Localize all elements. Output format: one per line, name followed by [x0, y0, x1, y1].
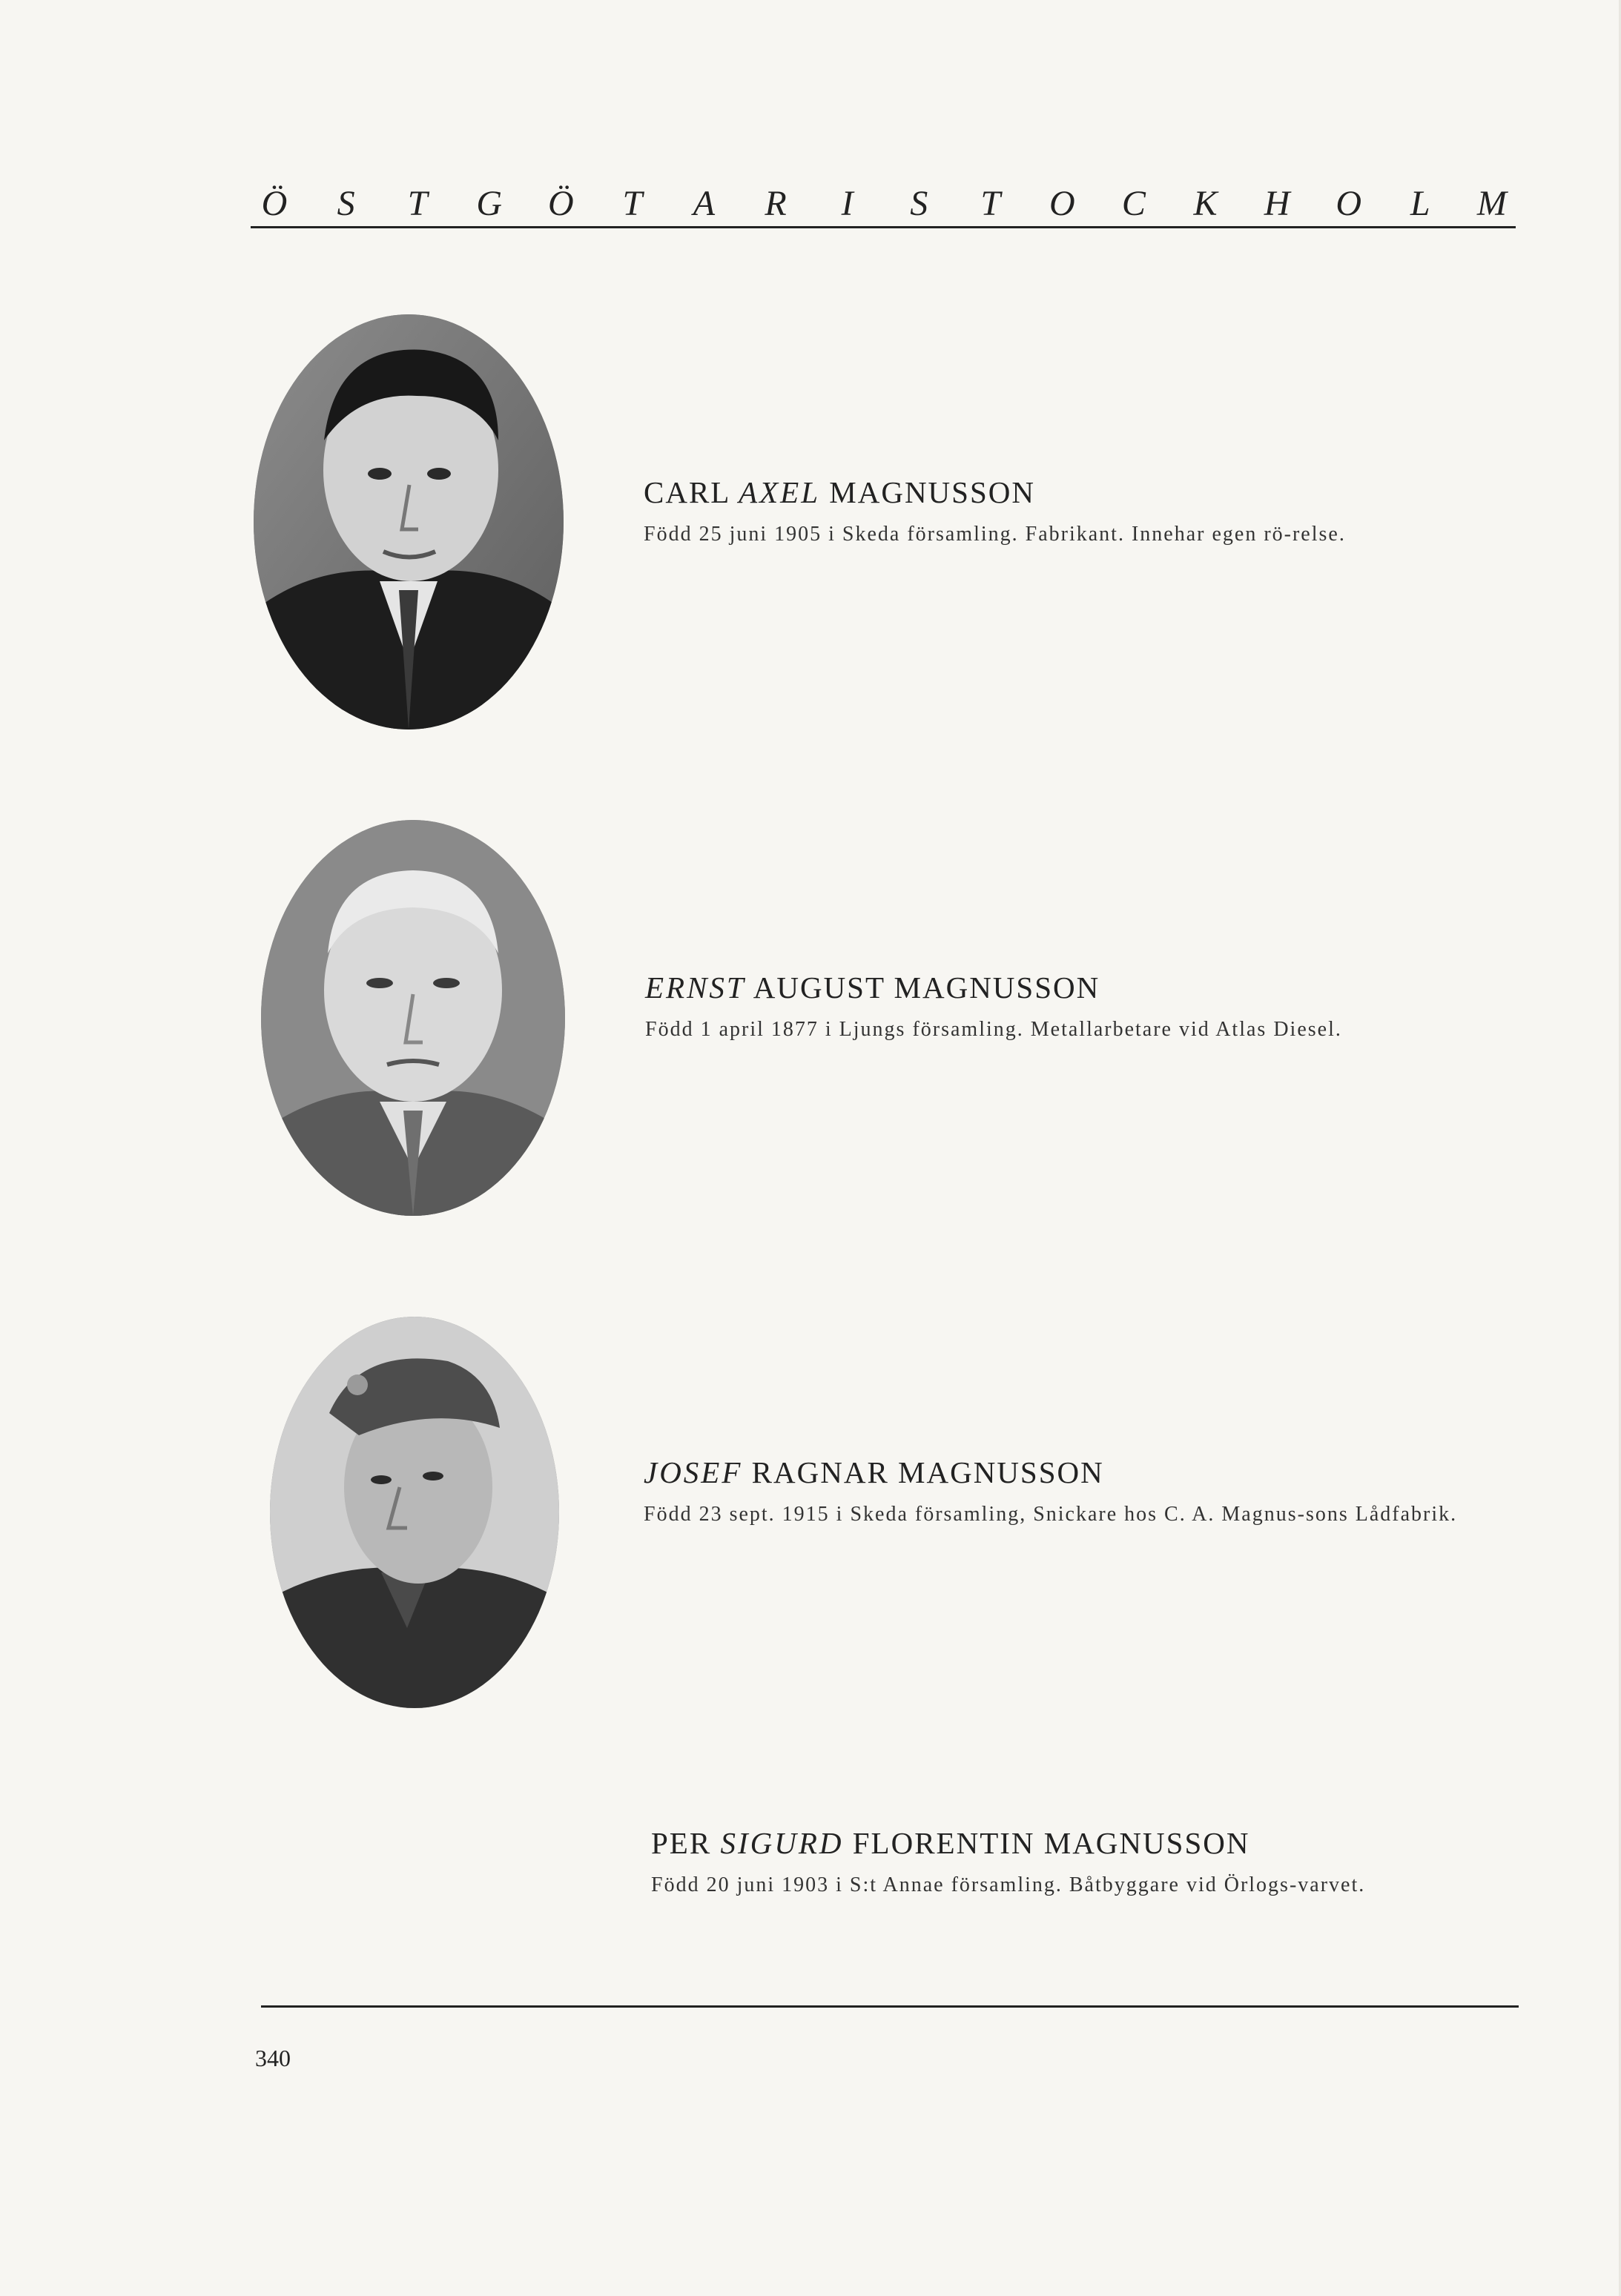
running-header-letter: O: [1049, 184, 1075, 223]
running-header-letter: L: [1410, 184, 1430, 223]
name-italic: JOSEF: [644, 1455, 743, 1489]
name-plain: MAGNUSSON: [820, 475, 1035, 509]
entry-name: [644, 474, 1513, 510]
running-header-letter: S: [337, 184, 355, 223]
entry-name: [645, 970, 1516, 1005]
running-header-letter: S: [910, 184, 928, 223]
biography-entry: [644, 474, 1513, 549]
running-header-letter: T: [622, 184, 643, 223]
entry-biography: Född 23 sept. 1915 i Skeda församling, Snickare hos C. A. Magnus-sons Lådfabrik.: [644, 1503, 1458, 1526]
biography-entry: [645, 970, 1516, 1044]
running-header-letter: C: [1121, 184, 1146, 223]
entry-biography: Född 20 juni 1903 i S:t Annae församling. Båtbyggare vid Örlogs-varvet.: [651, 1873, 1366, 1896]
biography-entry: [651, 1825, 1513, 1899]
portrait-photo-josef-ragnar-magnusson: [270, 1317, 559, 1708]
running-header-letter: Ö: [261, 184, 288, 223]
running-header: [251, 172, 1516, 224]
name-plain: FLORENTIN MAGNUSSON: [843, 1826, 1250, 1860]
running-header-letter: I: [841, 184, 854, 223]
name-plain: RAGNAR MAGNUSSON: [742, 1455, 1104, 1489]
page-number: 340: [255, 2045, 291, 2071]
footer-rule: [261, 2005, 1519, 2008]
name-plain: AUGUST MAGNUSSON: [745, 970, 1100, 1005]
running-header-letter: T: [980, 184, 1001, 223]
running-header-letter: Ö: [547, 184, 574, 223]
entry-biography: Född 25 juni 1905 i Skeda församling. Fabrikant. Innehar egen rö-relse.: [644, 523, 1346, 546]
entry-name: [644, 1455, 1513, 1490]
portrait-photo-carl-axel-magnusson: [254, 314, 564, 730]
name-plain: CARL: [644, 475, 739, 509]
biography-entry: [644, 1455, 1513, 1529]
name-italic: AXEL: [739, 475, 821, 509]
name-plain: PER: [651, 1826, 721, 1860]
entry-name: [651, 1825, 1513, 1861]
running-header-letter: R: [765, 184, 787, 223]
name-italic: ERNST: [645, 970, 746, 1005]
running-header-letter: A: [693, 184, 716, 223]
running-header-letter: T: [407, 184, 428, 223]
header-rule: [251, 226, 1516, 228]
entry-biography: Född 1 april 1877 i Ljungs församling. Metallarbetare vid Atlas Diesel.: [645, 1018, 1342, 1041]
running-header-letter: H: [1264, 184, 1290, 223]
running-header-letter: G: [476, 184, 503, 223]
name-italic: SIGURD: [720, 1826, 844, 1860]
portrait-photo-ernst-august-magnusson: [261, 820, 565, 1216]
running-header-letter: K: [1193, 184, 1218, 223]
running-header-letter: M: [1476, 184, 1507, 223]
running-header-letter: O: [1336, 184, 1361, 223]
